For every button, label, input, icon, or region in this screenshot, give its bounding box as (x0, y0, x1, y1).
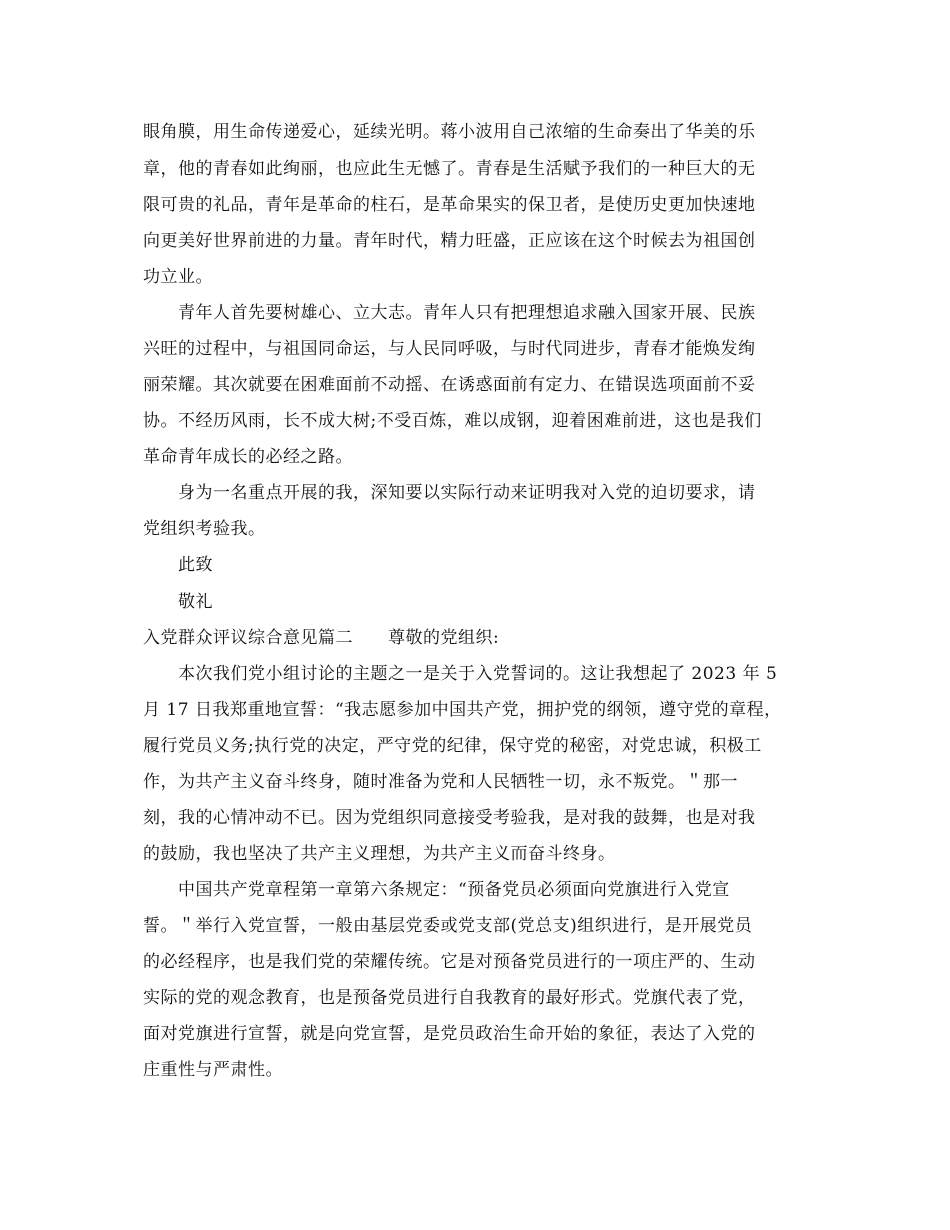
text-line: 月 17 日我郑重地宣誓：“我志愿参加中国共产党，拥护党的纲领，遵守党的章程， (143, 700, 782, 720)
section-heading: 入党群众评议综合意见篇二 尊敬的党组织: (143, 628, 500, 648)
text-line: 敬礼 (178, 592, 213, 612)
text-line: 履行党员义务;执行党的决定，严守党的纪律，保守党的秘密，对党忠诚，积极工 (143, 736, 762, 756)
text-line: 的鼓励，我也坚决了共产主义理想，为共产主义而奋斗终身。 (143, 844, 616, 864)
text-line: 实际的党的观念教育，也是预备党员进行自我教育的最好形式。党旗代表了党， (143, 988, 756, 1008)
text-line: 兴旺的过程中，与祖国同命运，与人民同呼吸，与时代同进步，青春才能焕发绚 (143, 339, 756, 359)
text-line: 革命青年成长的必经之路。 (143, 447, 353, 467)
text-line: 此致 (178, 555, 213, 575)
text-line: 限可贵的礼品，青年是革命的柱石，是革命果实的保卫者，是使历史更加快速地 (143, 195, 756, 215)
text-line: 刻，我的心情冲动不已。因为党组织同意接受考验我，是对我的鼓舞，也是对我 (143, 808, 756, 828)
text-line: 中国共产党章程第一章第六条规定：“预备党员必须面向党旗进行入党宣 (178, 880, 730, 900)
text-line: 青年人首先要树雄心、立大志。青年人只有把理想追求融入国家开展、民族 (178, 303, 756, 323)
text-line: 向更美好世界前进的力量。青年时代，精力旺盛，正应该在这个时候去为祖国创 (143, 231, 756, 251)
text-line: 党组织考验我。 (143, 519, 266, 539)
text-line: 庄重性与严肃性。 (143, 1060, 283, 1080)
text-line: 的必经程序，也是我们党的荣耀传统。它是对预备党员进行的一项庄严的、生动 (143, 952, 756, 972)
text-line: 誓。＂举行入党宣誓，一般由基层党委或党支部(党总支)组织进行，是开展党员 (143, 916, 753, 936)
text-line: 功立业。 (143, 267, 213, 287)
text-line: 眼角膜，用生命传递爱心，延续光明。蒋小波用自己浓缩的生命奏出了华美的乐 (143, 122, 756, 142)
text-line: 本次我们党小组讨论的主题之一是关于入党誓词的。这让我想起了 2023 年 5 (178, 664, 778, 684)
text-line: 丽荣耀。其次就要在困难面前不动摇、在诱惑面前有定力、在错误选项面前不妥 (143, 375, 756, 395)
text-line: 面对党旗进行宣誓，就是向党宣誓，是党员政治生命开始的象征，表达了入党的 (143, 1024, 756, 1044)
text-line: 章，他的青春如此绚丽，也应此生无憾了。青春是生活赋予我们的一种巨大的无 (143, 159, 756, 179)
text-line: 协。不经历风雨，长不成大树;不受百炼，难以成钢，迎着困难前进，这也是我们 (143, 411, 762, 431)
text-line: 作，为共产主义奋斗终身，随时准备为党和人民牺牲一切，永不叛党。＂那一 (143, 772, 738, 792)
text-line: 身为一名重点开展的我，深知要以实际行动来证明我对入党的迫切要求，请 (178, 483, 756, 503)
